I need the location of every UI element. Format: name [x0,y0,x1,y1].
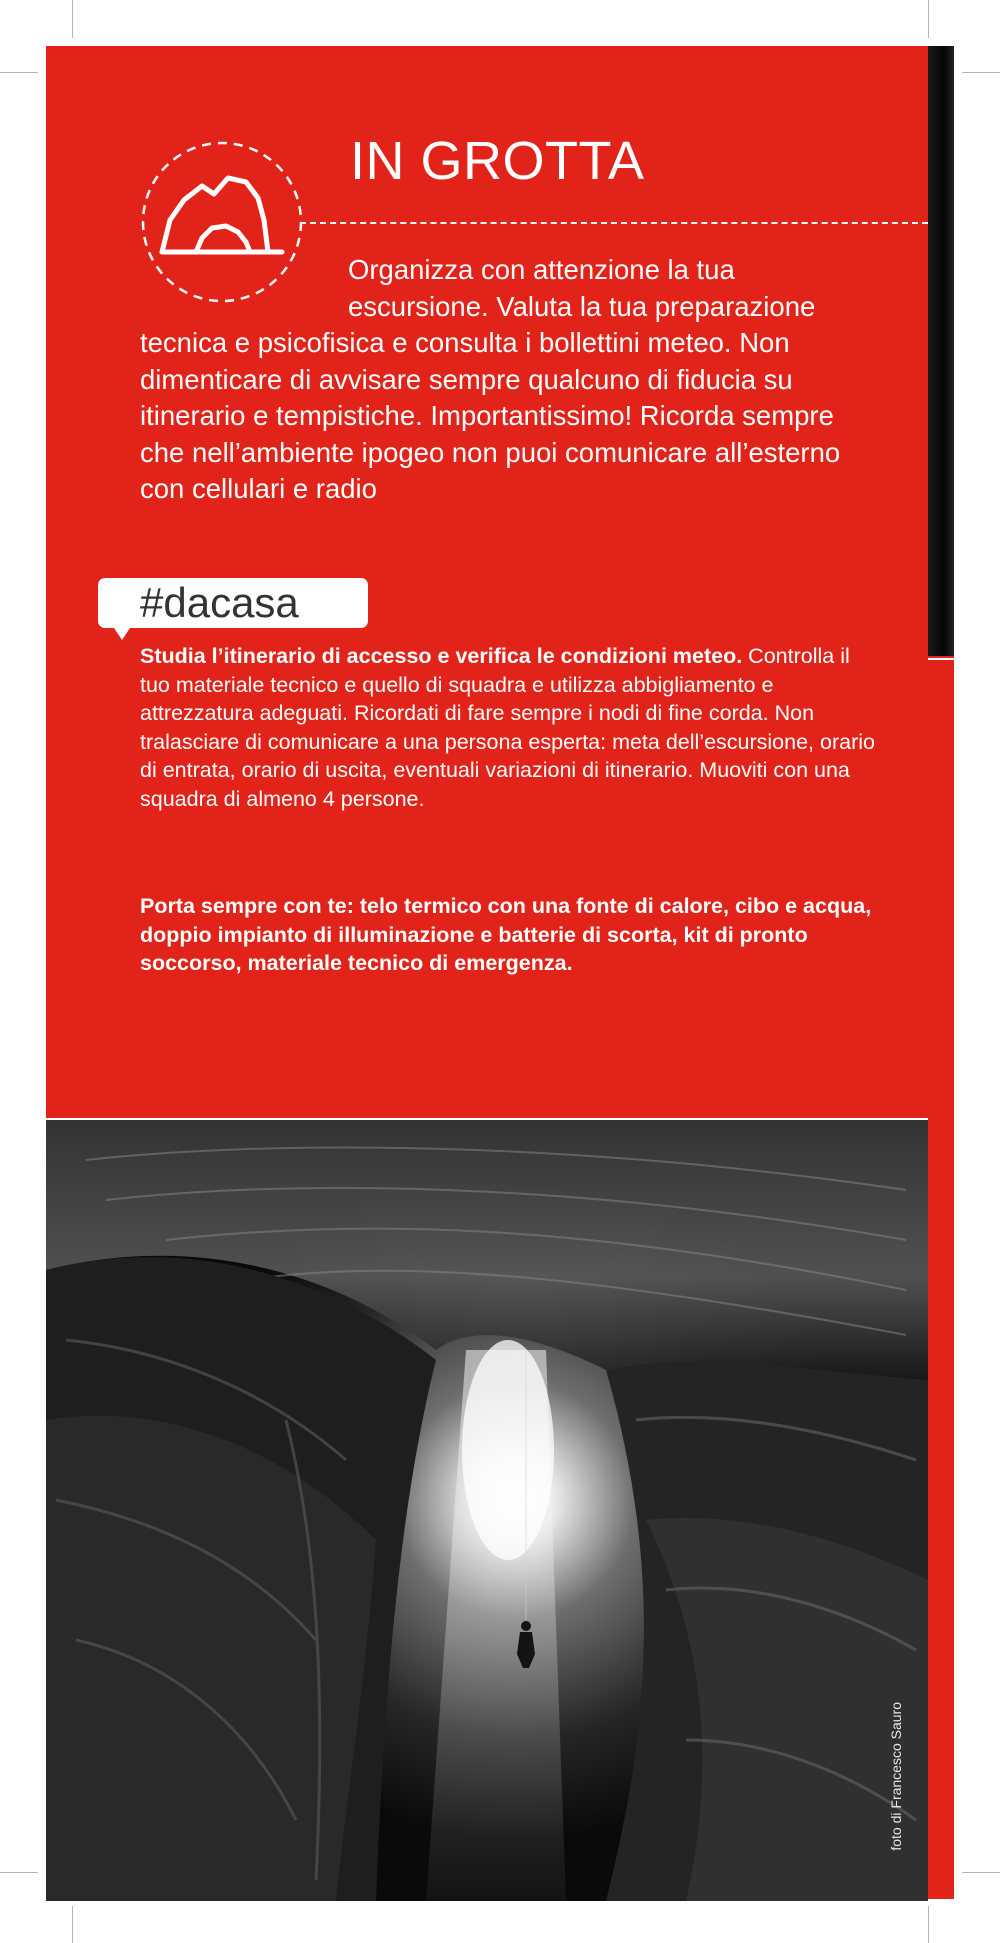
tips-body: Controlla il tuo materiale tecnico e quello di squadra e utilizza abbigliamento e attrezzatura adeguati. Ricordati di fare sempre i nodi di fine corda. Non tralasciare di comunicare a una persona esperta: meta dell’escursione, orario di entrata, orario di uscita, eventuali variazioni di itinerario. Muoviti con una squadra di almeno 4 persone. [140,644,875,811]
tips-paragraph-2: Porta sempre con te: telo termico con una fonte di calore, cibo e acqua, doppio impianto di illuminazione e batterie di scorta, kit di pronto soccorso, materiale tecnico di emergenza. [140,894,872,975]
title-dashed-rule [300,222,928,224]
tips-paragraph-1 [140,642,880,813]
photo-bleed-strip [928,46,954,656]
dacasa-tag-label: #dacasa [140,579,299,626]
crop-mark [72,1906,73,1943]
strip-divider [928,658,954,660]
crop-mark [962,1872,1000,1873]
crop-mark [928,0,929,38]
dacasa-tag [98,578,368,628]
crop-mark [928,1906,929,1943]
crop-mark [0,1872,38,1873]
crop-mark [0,72,38,73]
page-title: IN GROTTA [350,131,645,191]
cave-photo [46,1118,928,1901]
crop-mark [962,72,1000,73]
photo-credit: foto di Francesco Sauro [888,1702,904,1851]
tips-lead: Studia l’itinerario di accesso e verifica le condizioni meteo. [140,644,743,668]
intro-text: Organizza con attenzione la tua escursione. Valuta la tua preparazione tecnica e psicofisica e consulta i bollettini meteo. Non dimenticare di avvisare sempre qualcuno di fiducia su itinerario e tempistiche. Importantissimo! Ricorda sempre che nell’ambiente ipogeo non puoi comunicare all’esterno con cellulari e radio [140,254,841,504]
intro-paragraph [140,252,880,508]
crop-mark [72,0,73,38]
